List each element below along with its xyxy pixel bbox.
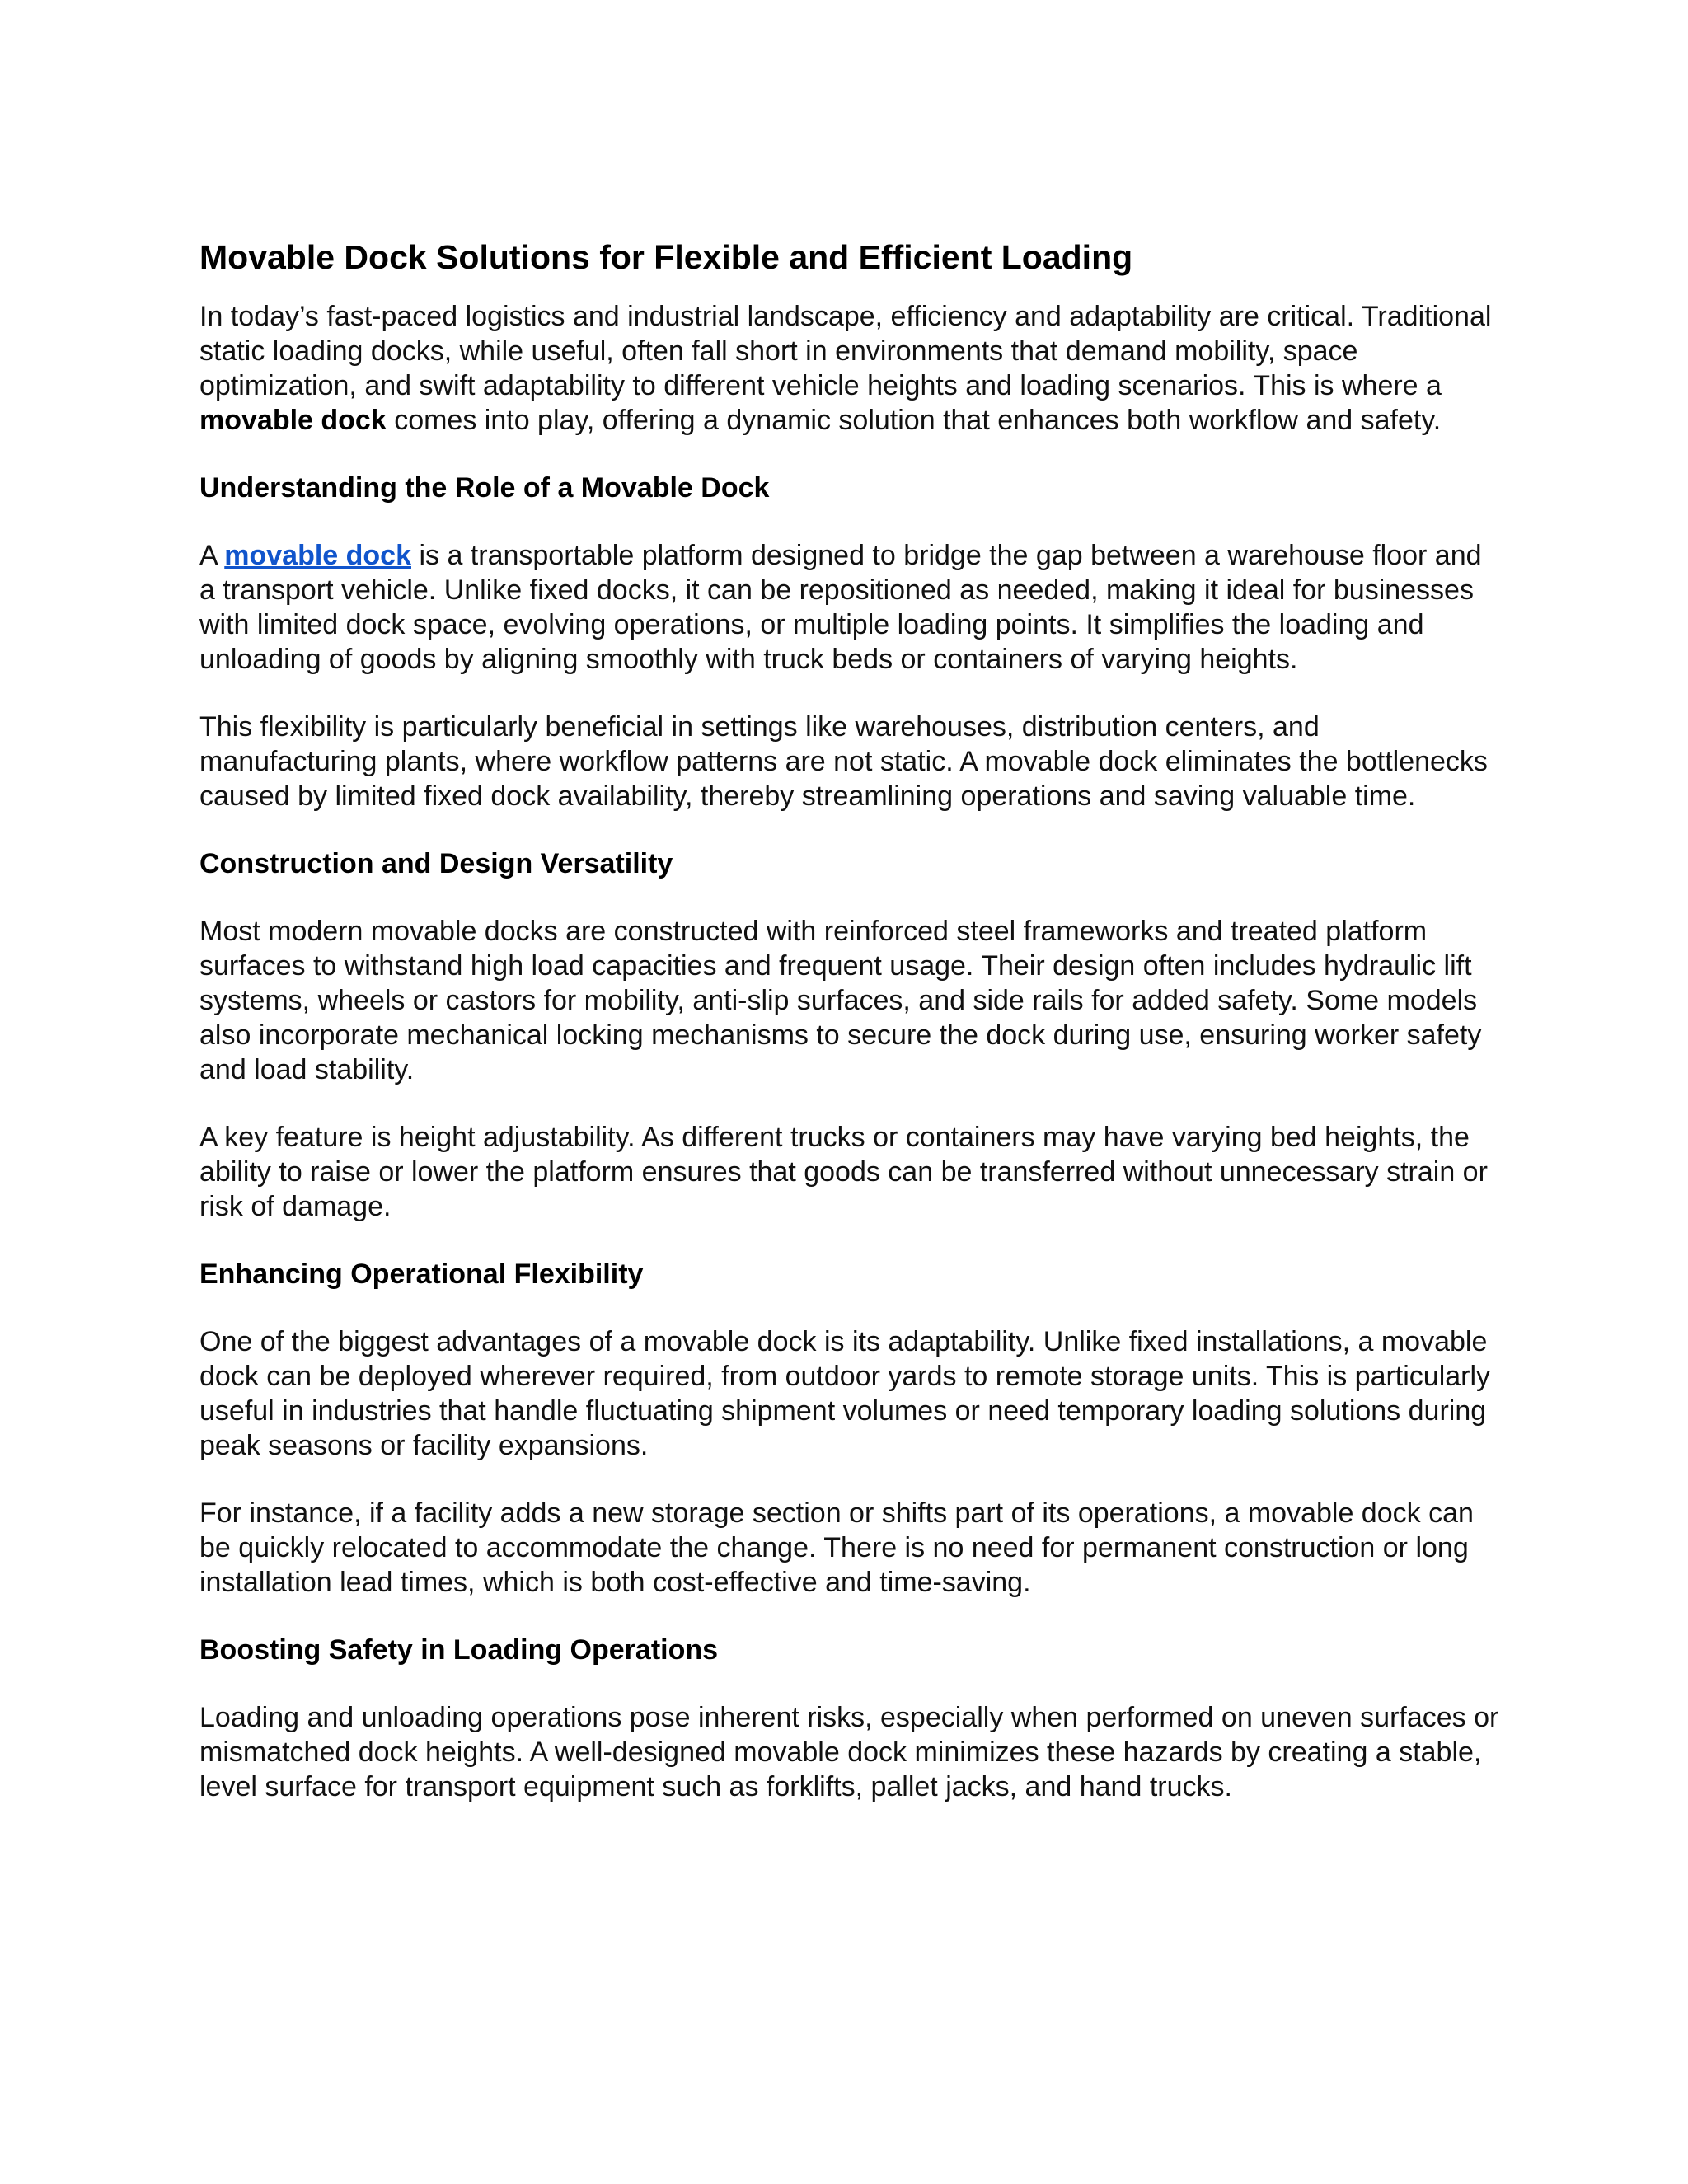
movable-dock-link[interactable]: movable dock [224,540,411,571]
document-title: Movable Dock Solutions for Flexible and Efficient Loading [199,238,1133,276]
understanding-paragraph-2: This flexibility is particularly beneficial in settings like warehouses, distribution centers, and manufacturing plants, where workflow patterns are not static. A movable dock eliminates the bottlenecks caused by limited fixed dock availability, thereby streamlining operations and saving valuable time. [199,711,1488,812]
intro-text-before: In today’s fast-paced logistics and industrial landscape, efficiency and adaptability are critical. Traditional static loading docks, while useful, often fall short in environments that demand mobility, space optimization, and swift adaptability to different vehicle heights and loading scenarios. This is where a [199,301,1492,401]
section-heading-construction: Construction and Design Versatility [199,848,673,879]
safety-paragraph-1: Loading and unloading operations pose inherent risks, especially when performed on uneven surfaces or mismatched dock heights. A well-designed movable dock minimizes these hazards by creating a stable, level surface for transport equipment such as forklifts, pallet jacks, and hand trucks. [199,1702,1499,1802]
understanding-text-after: is a transportable platform designed to bridge the gap between a warehouse floor and a transport vehicle. Unlike fixed docks, it can be repositioned as needed, making it ideal for businesses with limited dock space, evolving operations, or multiple loading points. It simplifies the loading and unloading of goods by aligning smoothly with truck beds or containers of varying heights. [199,540,1482,675]
flexibility-paragraph-1: One of the biggest advantages of a movable dock is its adaptability. Unlike fixed installations, a movable dock can be deployed wherever required, from outdoor yards to remote storage units. This is particularly useful in industries that handle fluctuating shipment volumes or need temporary loading solutions during peak seasons or facility expansions. [199,1326,1491,1461]
section-heading-flexibility: Enhancing Operational Flexibility [199,1258,644,1290]
intro-paragraph [199,299,1502,438]
section-heading-understanding: Understanding the Role of a Movable Dock [199,472,770,504]
section-heading-safety: Boosting Safety in Loading Operations [199,1634,719,1666]
flexibility-paragraph-2: For instance, if a facility adds a new storage section or shifts part of its operations, a movable dock can be quickly relocated to accommodate the change. There is no need for permanent construction or long installation lead times, which is both cost-effective and time-saving. [199,1497,1474,1598]
intro-text-after: comes into play, offering a dynamic solution that enhances both workflow and safety. [386,405,1442,436]
understanding-paragraph-1 [199,538,1502,677]
document-page [199,235,1502,1837]
understanding-text-before: A [199,540,225,571]
construction-paragraph-1: Most modern movable docks are constructed with reinforced steel frameworks and treated platform surfaces to withstand high load capacities and frequent usage. Their design often includes hydraulic lift systems, wheels or castors for mobility, anti-slip surfaces, and side rails for added safety. Some models also incorporate mechanical locking mechanisms to secure the dock during use, ensuring worker safety and load stability. [199,916,1482,1085]
construction-paragraph-2: A key feature is height adjustability. As different trucks or containers may have varying bed heights, the ability to raise or lower the platform ensures that goods can be transferred without unnecessary strain or risk of damage. [199,1122,1488,1222]
intro-bold-term: movable dock [199,405,387,436]
